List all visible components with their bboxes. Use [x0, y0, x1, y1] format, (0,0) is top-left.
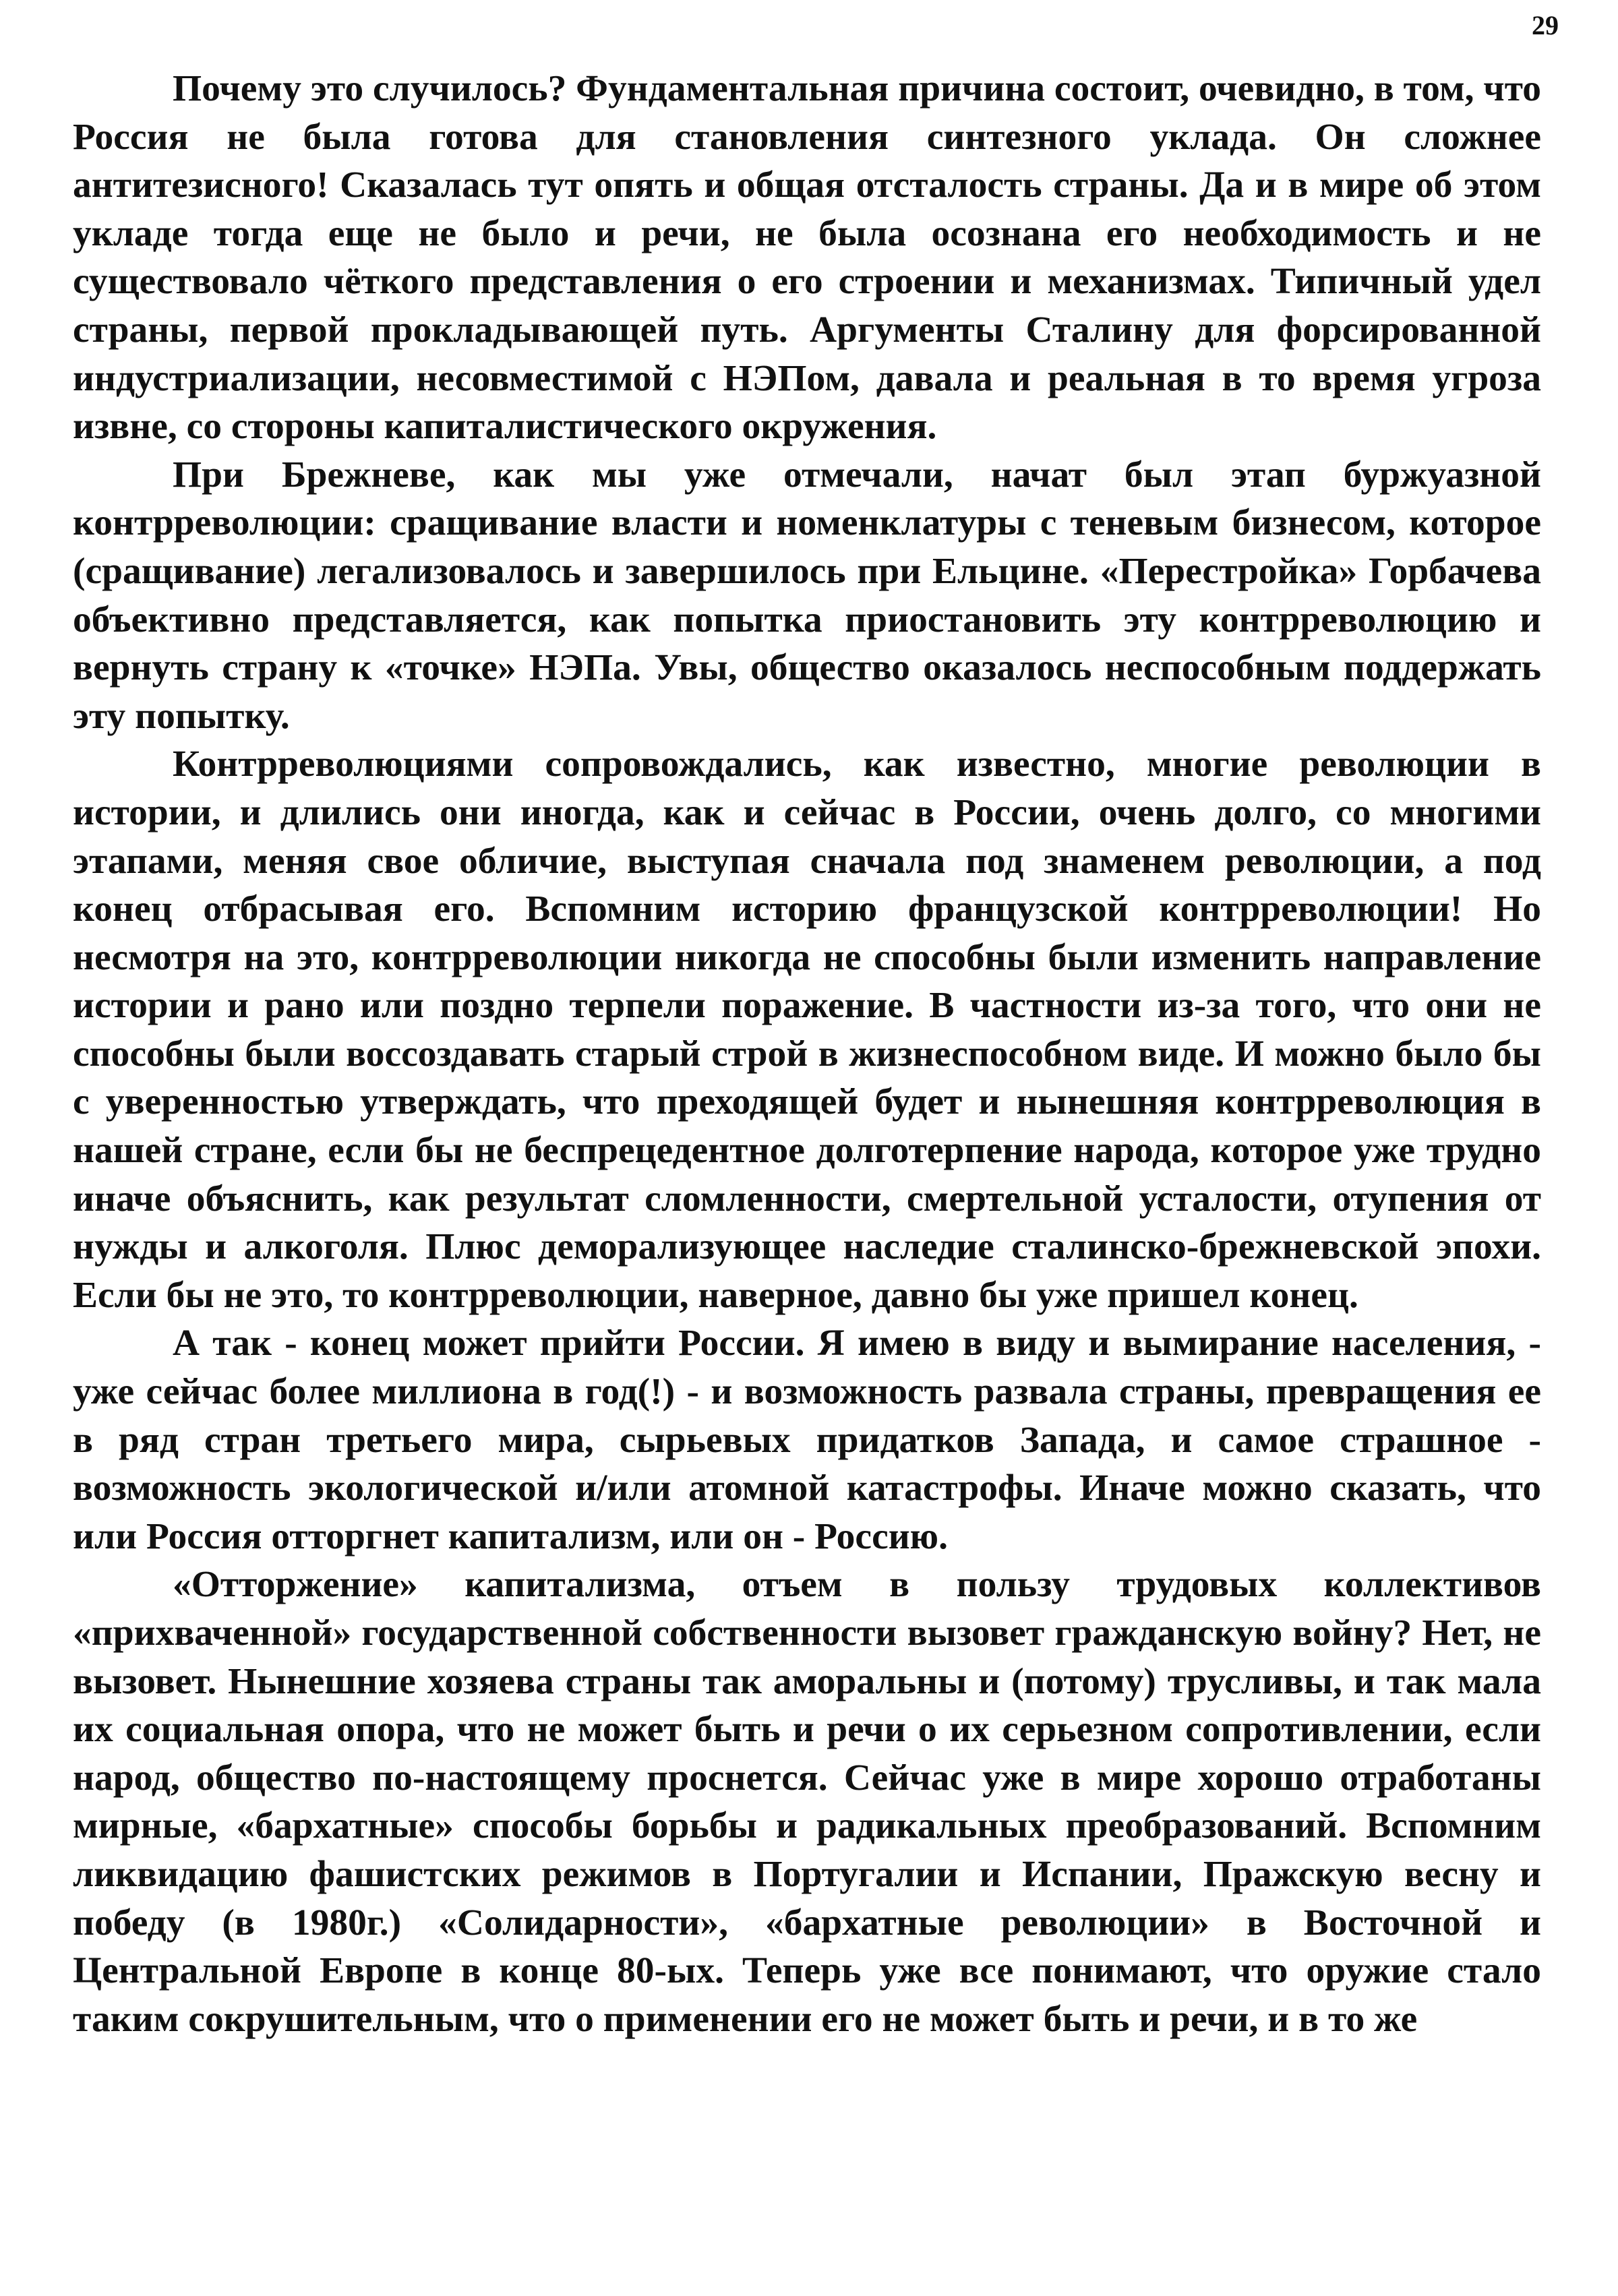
paragraph: Почему это случилось? Фундаментальная причина состоит, очевидно, в том, что Россия не была готова для становления синтезного уклада. Он сложнее антитезисного! Сказалась тут опять и общая отсталость страны. Да и в мире об этом укладе тогда еще не было и речи, не была осознана его необходимость и не существовало чёткого представления о его строении и механизмах. Типичный удел страны, первой прокладывающей путь. Аргументы Сталину для форсированной индустриализации, несовместимой с НЭПом, давала и реальная в то время угроза извне, со стороны капиталистического окружения.: [73, 68, 1541, 448]
text-body: [73, 65, 1541, 2043]
paragraph: При Брежневе, как мы уже отмечали, начат был этап буржуазной контрреволюции: сращивание власти и номенклатуры с теневым бизнесом, которое (сращивание) легализовалось и завершилось при Ельцине. «Перестройка» Горбачева объективно представляется, как попытка приостановить эту контрреволюцию и вернуть страну к «точке» НЭПа. Увы, общество оказалось неспособным поддержать эту попытку.: [73, 454, 1541, 737]
paragraph: Контрреволюциями сопровождались, как известно, многие революции в истории, и длились они иногда, как и сейчас в России, очень долго, со многими этапами, меняя свое обличие, выступая сначала под знаменем революции, а под конец отбрасывая его. Вспомним историю французской контрреволюции! Но несмотря на это, контрреволюции никогда не способны были изменить направление истории и рано или поздно терпели поражение. В частности из-за того, что они не способны были воссоздавать старый строй в жизнеспособном виде. И можно было бы с уверенностью утверждать, что преходящей будет и нынешняя контрреволюция в нашей стране, если бы не беспрецедентное долготерпение народа, которое уже трудно иначе объяснить, как результат сломленности, смертельной усталости, отупения от нужды и алкоголя. Плюс деморализующее наследие сталинско-брежневской эпохи. Если бы не это, то контрреволюции, наверное, давно бы уже пришел конец.: [73, 744, 1541, 1316]
page-number: 29: [1532, 10, 1559, 40]
paragraph: А так - конец может прийти России. Я имею в виду и вымирание населения, - уже сейчас более миллиона в год(!) - и возможность развала страны, превращения ее в ряд стран третьего мира, сырьевых придатков Запада, и самое страшное - возможность экологической и/или атомной катастрофы. Иначе можно сказать, что или Россия отторгнет капитализм, или он - Россию.: [73, 1323, 1541, 1557]
paragraph: «Отторжение» капитализма, отъем в пользу трудовых коллективов «прихваченной» государственной собственности вызовет гражданскую войну? Нет, не вызовет. Нынешние хозяева страны так аморальны и (потому) трусливы, и так мала их социальная опора, что не может быть и речи о их серьезном сопротивлении, если народ, общество по-настоящему проснется. Сейчас уже в мире хорошо отработаны мирные, «бархатные» способы борьбы и радикальных преобразований. Вспомним ликвидацию фашистских режимов в Португалии и Испании, Пражскую весну и победу (в 1980г.) «Солидарности», «бархатные революции» в Восточной и Центральной Европе в конце 80-ых. Теперь уже все понимают, что оружие стало таким сокрушительным, что о применении его не может быть и речи, и в то же: [73, 1564, 1541, 2040]
